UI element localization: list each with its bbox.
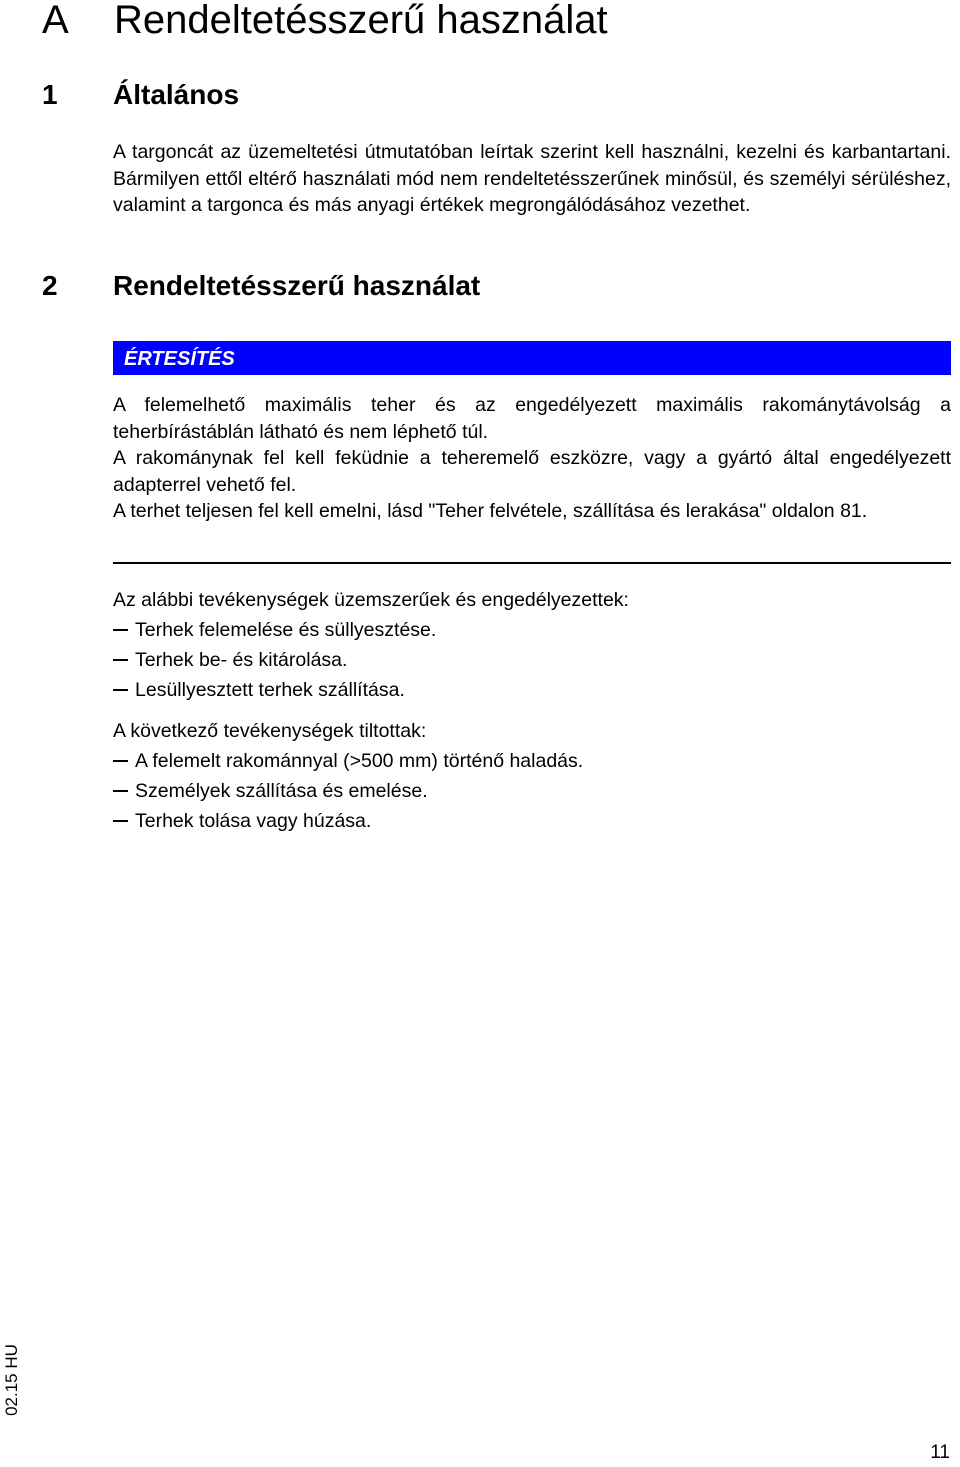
dash-bullet-icon xyxy=(113,689,128,691)
forbidden-intro: A következő tevékenységek tiltottak: xyxy=(113,720,427,742)
chapter-letter: A xyxy=(42,0,69,42)
notice-paragraph: A felemelhető maximális teher és az engedélyezett maximális rakománytávolság a teherbírástáblán látható és nem léphető túl. xyxy=(113,394,951,443)
list-item-text: Terhek felemelése és süllyesztése. xyxy=(135,619,437,641)
list-item xyxy=(113,645,951,675)
dash-bullet-icon xyxy=(113,659,128,661)
notice-banner xyxy=(113,341,951,375)
section-heading-intended-use xyxy=(42,269,480,303)
edition-label: 02.15 HU xyxy=(2,1344,21,1416)
page-number: 11 xyxy=(930,1442,950,1463)
dash-bullet-icon xyxy=(113,820,128,822)
dash-bullet-icon xyxy=(113,629,128,631)
section-heading-general xyxy=(42,78,239,112)
notice-text-block xyxy=(113,392,951,525)
chapter-title: Rendeltetésszerű használat xyxy=(114,0,608,42)
section-title: Általános xyxy=(113,79,240,110)
chapter-heading xyxy=(42,0,608,44)
section-number: 2 xyxy=(42,270,58,301)
edition-sidebar xyxy=(0,1340,24,1420)
allowed-list xyxy=(113,615,951,705)
list-item-text: Személyek szállítása és emelése. xyxy=(135,780,428,802)
list-item xyxy=(113,806,951,836)
list-item-text: Terhek tolása vagy húzása. xyxy=(135,810,372,832)
list-item-text: A felemelt rakománnyal (>500 mm) történő haladás. xyxy=(135,750,584,772)
list-item-text: Terhek be- és kitárolása. xyxy=(135,649,348,671)
list-item xyxy=(113,746,951,776)
notice-label: ÉRTESÍTÉS xyxy=(124,348,235,370)
dash-bullet-icon xyxy=(113,790,128,792)
list-item-text: Lesüllyesztett terhek szállítása. xyxy=(135,679,405,701)
section-number: 1 xyxy=(42,79,58,110)
allowed-activities xyxy=(113,585,951,705)
allowed-intro: Az alábbi tevékenységek üzemszerűek és engedélyezettek: xyxy=(113,589,629,611)
list-item xyxy=(113,615,951,645)
notice-paragraph: A terhet teljesen fel kell emelni, lásd "Teher felvétele, szállítása és lerakása" oldalon 81. xyxy=(113,500,868,522)
list-item xyxy=(113,675,951,705)
dash-bullet-icon xyxy=(113,760,128,762)
general-paragraph-block xyxy=(113,139,951,219)
forbidden-activities xyxy=(113,716,951,836)
section-title: Rendeltetésszerű használat xyxy=(113,270,481,301)
notice-paragraph: A rakománynak fel kell feküdnie a teheremelő eszközre, vagy a gyártó által engedélyezett adapterrel vehető fel. xyxy=(113,447,951,496)
forbidden-list xyxy=(113,746,951,836)
list-item xyxy=(113,776,951,806)
general-paragraph: A targoncát az üzemeltetési útmutatóban leírtak szerint kell használni, kezelni és karbantartani. Bármilyen ettől eltérő használati mód nem rendeltetésszerűnek minősül, és személyi sérüléshez, valamint a targonca és más anyagi értékek megrongálódásához vezethet. xyxy=(113,141,951,216)
notice-end-divider xyxy=(113,562,951,564)
